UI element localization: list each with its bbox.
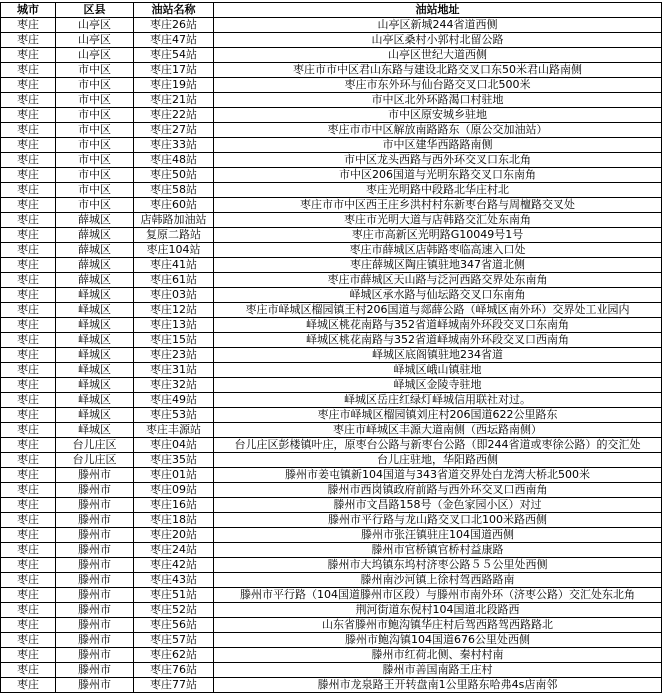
cell-city: 枣庄 xyxy=(1,408,56,423)
table-row xyxy=(1,663,662,678)
cell-city: 枣庄 xyxy=(1,93,56,108)
table-row xyxy=(1,483,662,498)
cell-district: 峄城区 xyxy=(56,318,134,333)
table-row xyxy=(1,378,662,393)
cell-district: 峄城区 xyxy=(56,348,134,363)
cell-station-address: 荆河街道东倪村104国道北段路西 xyxy=(214,603,662,618)
cell-city: 枣庄 xyxy=(1,168,56,183)
table-row xyxy=(1,498,662,513)
table-row xyxy=(1,393,662,408)
cell-city: 枣庄 xyxy=(1,63,56,78)
cell-station-name: 枣庄43站 xyxy=(134,573,214,588)
cell-district: 市中区 xyxy=(56,168,134,183)
cell-district: 市中区 xyxy=(56,63,134,78)
table-row xyxy=(1,438,662,453)
cell-city: 枣庄 xyxy=(1,18,56,33)
cell-city: 枣庄 xyxy=(1,513,56,528)
cell-station-address: 峄城区底阁镇驻地234省道 xyxy=(214,348,662,363)
cell-station-address: 市中区龙头西路与西外环交叉口东北角 xyxy=(214,153,662,168)
cell-district: 山亭区 xyxy=(56,48,134,63)
cell-city: 枣庄 xyxy=(1,498,56,513)
cell-district: 滕州市 xyxy=(56,588,134,603)
cell-city: 枣庄 xyxy=(1,453,56,468)
table-row xyxy=(1,93,662,108)
cell-district: 峄城区 xyxy=(56,378,134,393)
cell-city: 枣庄 xyxy=(1,123,56,138)
cell-station-name: 枣庄31站 xyxy=(134,363,214,378)
cell-station-name: 枣庄48站 xyxy=(134,153,214,168)
table-row xyxy=(1,168,662,183)
cell-station-address: 枣庄市光明大道与店韩路交汇处东南角 xyxy=(214,213,662,228)
cell-station-address: 枣庄市市中区西王庄乡洪村村东新枣台路与周檀路交叉处 xyxy=(214,198,662,213)
table-row xyxy=(1,198,662,213)
cell-station-name: 枣庄49站 xyxy=(134,393,214,408)
cell-district: 薛城区 xyxy=(56,243,134,258)
cell-station-name: 枣庄13站 xyxy=(134,318,214,333)
cell-station-address: 台儿庄区彭楼镇叶庄，原枣台公路与新枣台公路（即244省道或枣徐公路）的交汇处 xyxy=(214,438,662,453)
cell-station-name: 枣庄57站 xyxy=(134,633,214,648)
table-row xyxy=(1,348,662,363)
cell-station-address: 枣庄市薛城区店韩路枣临高速入口处 xyxy=(214,243,662,258)
table-row xyxy=(1,453,662,468)
table-row xyxy=(1,618,662,633)
cell-station-name: 枣庄24站 xyxy=(134,543,214,558)
cell-station-address: 山亭区世纪大道西侧 xyxy=(214,48,662,63)
cell-district: 滕州市 xyxy=(56,483,134,498)
cell-station-address: 滕州市红荷北侧、秦村村南 xyxy=(214,648,662,663)
cell-station-address: 峄城区承水路与仙坛路交叉口东南角 xyxy=(214,288,662,303)
cell-city: 枣庄 xyxy=(1,258,56,273)
cell-city: 枣庄 xyxy=(1,558,56,573)
cell-district: 滕州市 xyxy=(56,468,134,483)
table-row xyxy=(1,303,662,318)
cell-station-name: 枣庄42站 xyxy=(134,558,214,573)
cell-district: 市中区 xyxy=(56,183,134,198)
cell-district: 峄城区 xyxy=(56,303,134,318)
cell-station-name: 枣庄61站 xyxy=(134,273,214,288)
cell-station-address: 枣庄市薛城区天山路与泛河西路交界处东南角 xyxy=(214,273,662,288)
cell-station-address: 市中区北外环路渴口村驻地 xyxy=(214,93,662,108)
cell-station-address: 峄城区岳庄红绿灯峄城信用联社对过。 xyxy=(214,393,662,408)
cell-station-address: 峄城区峨山镇驻地 xyxy=(214,363,662,378)
cell-station-name: 枣庄104站 xyxy=(134,243,214,258)
cell-station-address: 枣庄市东外环与仙台路交叉口北500米 xyxy=(214,78,662,93)
cell-station-address: 滕州市姜屯镇新104国道与343省道交界处白龙湾大桥北500米 xyxy=(214,468,662,483)
cell-district: 滕州市 xyxy=(56,558,134,573)
cell-station-name: 枣庄04站 xyxy=(134,438,214,453)
table-row xyxy=(1,48,662,63)
cell-district: 滕州市 xyxy=(56,603,134,618)
cell-station-address: 滕州市张汪镇驻庄104国道西侧 xyxy=(214,528,662,543)
table-row xyxy=(1,633,662,648)
cell-district: 峄城区 xyxy=(56,423,134,438)
cell-station-name: 枣庄丰源站 xyxy=(134,423,214,438)
cell-station-name: 枣庄33站 xyxy=(134,138,214,153)
table-row xyxy=(1,183,662,198)
cell-district: 滕州市 xyxy=(56,543,134,558)
cell-city: 枣庄 xyxy=(1,483,56,498)
table-row xyxy=(1,243,662,258)
cell-district: 市中区 xyxy=(56,198,134,213)
cell-district: 薛城区 xyxy=(56,258,134,273)
cell-district: 市中区 xyxy=(56,108,134,123)
cell-city: 枣庄 xyxy=(1,543,56,558)
table-row xyxy=(1,288,662,303)
cell-district: 滕州市 xyxy=(56,618,134,633)
cell-district: 市中区 xyxy=(56,78,134,93)
cell-station-name: 枣庄32站 xyxy=(134,378,214,393)
table-row xyxy=(1,318,662,333)
cell-city: 枣庄 xyxy=(1,573,56,588)
cell-station-address: 峄城区桃花南路与352省道峄城南外环段交叉口东南角 xyxy=(214,318,662,333)
cell-station-address: 枣庄薛城区陶庄镇驻地347省道北侧 xyxy=(214,258,662,273)
cell-city: 枣庄 xyxy=(1,378,56,393)
table-row xyxy=(1,33,662,48)
cell-station-name: 枣庄22站 xyxy=(134,108,214,123)
cell-station-address: 峄城区桃花南路与352省道峄城南外环段交叉口西南角 xyxy=(214,333,662,348)
cell-station-name: 枣庄77站 xyxy=(134,678,214,693)
table-row xyxy=(1,678,662,693)
table-header-row xyxy=(1,3,662,18)
cell-city: 枣庄 xyxy=(1,348,56,363)
table-row xyxy=(1,228,662,243)
table-row xyxy=(1,123,662,138)
table-row xyxy=(1,63,662,78)
cell-city: 枣庄 xyxy=(1,153,56,168)
cell-station-address: 枣庄市峄城区榴园镇王村206国道与郯薛公路（峄城区南外环）交界处工业园内 xyxy=(214,303,662,318)
table-row xyxy=(1,588,662,603)
gas-station-table xyxy=(0,2,662,693)
cell-station-name: 枣庄53站 xyxy=(134,408,214,423)
cell-city: 枣庄 xyxy=(1,273,56,288)
cell-station-name: 枣庄09站 xyxy=(134,483,214,498)
cell-station-name: 复原二路站 xyxy=(134,228,214,243)
cell-station-name: 枣庄58站 xyxy=(134,183,214,198)
table-row xyxy=(1,408,662,423)
table-row xyxy=(1,258,662,273)
table-row xyxy=(1,273,662,288)
cell-station-address: 滕州市鲍沟镇104国道676公里处西侧 xyxy=(214,633,662,648)
cell-city: 枣庄 xyxy=(1,183,56,198)
cell-city: 枣庄 xyxy=(1,588,56,603)
cell-station-name: 枣庄21站 xyxy=(134,93,214,108)
cell-station-name: 枣庄47站 xyxy=(134,33,214,48)
header-station-name: 油站名称 xyxy=(134,3,214,18)
cell-district: 薛城区 xyxy=(56,213,134,228)
cell-district: 峄城区 xyxy=(56,408,134,423)
table-row xyxy=(1,558,662,573)
cell-city: 枣庄 xyxy=(1,243,56,258)
cell-station-name: 枣庄27站 xyxy=(134,123,214,138)
cell-district: 滕州市 xyxy=(56,513,134,528)
cell-district: 滕州市 xyxy=(56,633,134,648)
cell-city: 枣庄 xyxy=(1,78,56,93)
table-row xyxy=(1,513,662,528)
cell-city: 枣庄 xyxy=(1,198,56,213)
cell-station-name: 枣庄20站 xyxy=(134,528,214,543)
table-body xyxy=(1,18,662,693)
cell-station-name: 枣庄54站 xyxy=(134,48,214,63)
cell-city: 枣庄 xyxy=(1,138,56,153)
cell-station-name: 枣庄52站 xyxy=(134,603,214,618)
cell-station-address: 枣庄市高新区光明路G10049号1号 xyxy=(214,228,662,243)
cell-station-address: 市中区206国道与光明东路交叉口东南角 xyxy=(214,168,662,183)
table-row xyxy=(1,213,662,228)
table-row xyxy=(1,468,662,483)
cell-city: 枣庄 xyxy=(1,228,56,243)
cell-city: 枣庄 xyxy=(1,288,56,303)
cell-city: 枣庄 xyxy=(1,438,56,453)
cell-city: 枣庄 xyxy=(1,633,56,648)
cell-district: 山亭区 xyxy=(56,18,134,33)
cell-station-address: 滕州市善国南路王庄村 xyxy=(214,663,662,678)
table-row xyxy=(1,528,662,543)
cell-station-name: 枣庄16站 xyxy=(134,498,214,513)
cell-station-name: 枣庄41站 xyxy=(134,258,214,273)
table-row xyxy=(1,18,662,33)
cell-district: 滕州市 xyxy=(56,528,134,543)
cell-station-address: 山东省滕州市鲍沟镇华庄村后驾西路驾西路路北 xyxy=(214,618,662,633)
cell-city: 枣庄 xyxy=(1,363,56,378)
cell-city: 枣庄 xyxy=(1,33,56,48)
cell-station-address: 滕州市大坞镇东坞村济枣公路５５公里处西侧 xyxy=(214,558,662,573)
cell-station-address: 滕州市西岗镇政府前路与西外环交叉口西南角 xyxy=(214,483,662,498)
cell-district: 滕州市 xyxy=(56,678,134,693)
cell-station-name: 枣庄23站 xyxy=(134,348,214,363)
cell-station-address: 市中区建华西路路南侧 xyxy=(214,138,662,153)
cell-district: 峄城区 xyxy=(56,393,134,408)
header-district: 区县 xyxy=(56,3,134,18)
cell-station-address: 滕州市官桥镇官桥村益康路 xyxy=(214,543,662,558)
cell-city: 枣庄 xyxy=(1,303,56,318)
cell-city: 枣庄 xyxy=(1,48,56,63)
cell-city: 枣庄 xyxy=(1,468,56,483)
cell-station-name: 枣庄26站 xyxy=(134,18,214,33)
cell-station-address: 山亭区新城244省道西侧 xyxy=(214,18,662,33)
cell-district: 台儿庄区 xyxy=(56,453,134,468)
station-table-container xyxy=(0,2,662,693)
table-row xyxy=(1,78,662,93)
cell-city: 枣庄 xyxy=(1,648,56,663)
cell-station-address: 峄城区金陵寺驻地 xyxy=(214,378,662,393)
table-row xyxy=(1,153,662,168)
cell-station-name: 枣庄03站 xyxy=(134,288,214,303)
cell-station-name: 枣庄50站 xyxy=(134,168,214,183)
cell-district: 滕州市 xyxy=(56,648,134,663)
cell-station-name: 枣庄60站 xyxy=(134,198,214,213)
cell-city: 枣庄 xyxy=(1,663,56,678)
cell-district: 峄城区 xyxy=(56,333,134,348)
header-station-address: 油站地址 xyxy=(214,3,662,18)
table-row xyxy=(1,138,662,153)
cell-station-address: 滕州市平行路与龙山路交叉口北100米路西侧 xyxy=(214,513,662,528)
cell-district: 滕州市 xyxy=(56,498,134,513)
cell-city: 枣庄 xyxy=(1,618,56,633)
cell-station-name: 枣庄12站 xyxy=(134,303,214,318)
cell-district: 薛城区 xyxy=(56,228,134,243)
cell-station-name: 枣庄15站 xyxy=(134,333,214,348)
cell-city: 枣庄 xyxy=(1,423,56,438)
cell-station-name: 枣庄01站 xyxy=(134,468,214,483)
cell-station-address: 枣庄光明路中段路北华庄村北 xyxy=(214,183,662,198)
table-row xyxy=(1,543,662,558)
cell-station-address: 市中区原安城乡驻地 xyxy=(214,108,662,123)
cell-station-address: 枣庄市峄城区丰源大道南侧（西坛路南侧） xyxy=(214,423,662,438)
cell-city: 枣庄 xyxy=(1,108,56,123)
cell-station-name: 枣庄17站 xyxy=(134,63,214,78)
cell-city: 枣庄 xyxy=(1,528,56,543)
cell-station-name: 店韩路加油站 xyxy=(134,213,214,228)
cell-station-address: 滕州市文昌路158号（金色家园小区）对过 xyxy=(214,498,662,513)
table-row xyxy=(1,603,662,618)
cell-city: 枣庄 xyxy=(1,213,56,228)
cell-station-address: 枣庄市市中区解放南路路东（原公交加油站） xyxy=(214,123,662,138)
table-row xyxy=(1,108,662,123)
table-row xyxy=(1,648,662,663)
cell-district: 薛城区 xyxy=(56,273,134,288)
cell-station-name: 枣庄56站 xyxy=(134,618,214,633)
cell-district: 市中区 xyxy=(56,153,134,168)
cell-city: 枣庄 xyxy=(1,393,56,408)
cell-city: 枣庄 xyxy=(1,678,56,693)
cell-station-address: 滕州市平行路（104国道滕州市区段）与滕州市南外环（济枣公路）交汇处东北角 xyxy=(214,588,662,603)
cell-station-address: 台儿庄驻地，华阳路西侧 xyxy=(214,453,662,468)
cell-station-address: 枣庄市市中区君山东路与建设北路交叉口东50米君山路南侧 xyxy=(214,63,662,78)
cell-district: 市中区 xyxy=(56,93,134,108)
cell-city: 枣庄 xyxy=(1,318,56,333)
cell-district: 滕州市 xyxy=(56,573,134,588)
cell-station-address: 滕州市龙泉路王开转盘南1公里路东哈弗4s店南邻 xyxy=(214,678,662,693)
cell-station-address: 山亭区桑村小郭村北留公路 xyxy=(214,33,662,48)
table-row xyxy=(1,573,662,588)
cell-station-name: 枣庄18站 xyxy=(134,513,214,528)
cell-station-name: 枣庄19站 xyxy=(134,78,214,93)
cell-station-name: 枣庄76站 xyxy=(134,663,214,678)
cell-district: 峄城区 xyxy=(56,363,134,378)
cell-station-name: 枣庄51站 xyxy=(134,588,214,603)
cell-district: 滕州市 xyxy=(56,663,134,678)
cell-city: 枣庄 xyxy=(1,603,56,618)
cell-station-name: 枣庄35站 xyxy=(134,453,214,468)
cell-district: 峄城区 xyxy=(56,288,134,303)
table-row xyxy=(1,423,662,438)
cell-station-address: 枣庄市峄城区榴园镇刘庄村206国道622公里路东 xyxy=(214,408,662,423)
table-row xyxy=(1,333,662,348)
cell-station-name: 枣庄62站 xyxy=(134,648,214,663)
cell-city: 枣庄 xyxy=(1,333,56,348)
table-row xyxy=(1,363,662,378)
cell-district: 台儿庄区 xyxy=(56,438,134,453)
cell-district: 市中区 xyxy=(56,123,134,138)
cell-district: 山亭区 xyxy=(56,33,134,48)
header-city: 城市 xyxy=(1,3,56,18)
cell-district: 市中区 xyxy=(56,138,134,153)
cell-station-address: 滕州南沙河镇上徐村驾西路路南 xyxy=(214,573,662,588)
